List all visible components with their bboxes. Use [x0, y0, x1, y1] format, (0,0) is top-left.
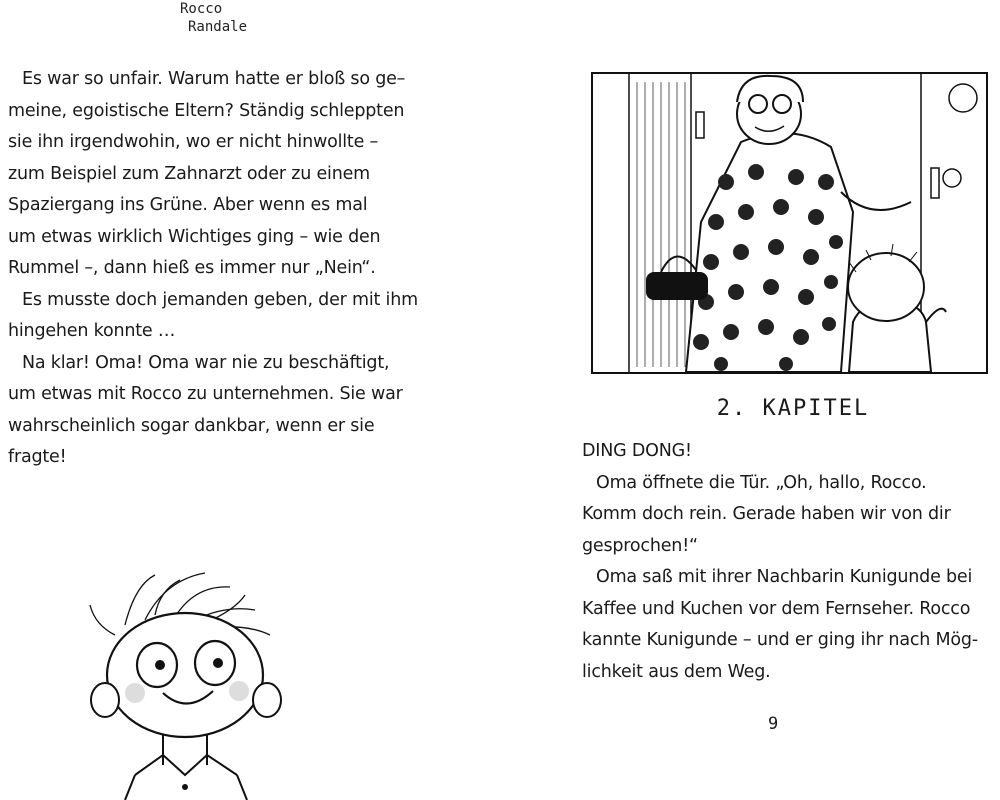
text-line: Es war so unfair. Warum hatte er bloß so ge– — [22, 69, 406, 89]
text-line: fragte! — [8, 447, 67, 467]
page-number: 9 — [768, 714, 779, 734]
running-head-line2: Randale — [188, 19, 248, 35]
grandmother-door-illustration — [591, 72, 988, 374]
left-paragraph-2 — [8, 285, 428, 348]
text-line: lichkeit aus dem Weg. — [582, 661, 771, 682]
right-paragraph-3 — [582, 562, 1000, 688]
text-line: hingehen konnte … — [8, 321, 176, 341]
rocco-boy-illustration — [55, 565, 315, 800]
text-line: Spaziergang ins Grüne. Aber wenn es mal — [8, 195, 368, 215]
text-line: zum Beispiel zum Zahnarzt oder zu einem — [8, 163, 371, 184]
left-paragraph-1 — [8, 64, 428, 285]
text-line: Es musste doch jemanden geben, der mit ihm — [22, 289, 418, 310]
running-head-line1: Rocco — [180, 1, 223, 17]
text-line: Komm doch rein. Gerade haben wir von dir — [582, 504, 951, 524]
text-line: kannte Kunigunde – und er ging ihr nach Mög- — [582, 630, 978, 650]
text-line: meine, egoistische Eltern? Ständig schleppten — [8, 100, 405, 121]
text-line: Na klar! Oma! Oma war nie zu beschäftigt, — [22, 352, 390, 373]
left-paragraph-3 — [8, 348, 428, 474]
text-line: Oma öffnete die Tür. „Oh, hallo, Rocco. — [596, 472, 927, 493]
text-line: sie ihn irgendwohin, wo er nicht hinwollte – — [8, 132, 379, 152]
chapter-title: 2. KAPITEL — [716, 396, 870, 421]
right-paragraph-2 — [582, 468, 1000, 563]
text-line: Rummel –, dann hieß es immer nur „Nein“. — [8, 258, 376, 278]
text-line: DING DONG! — [582, 441, 692, 461]
text-line: um etwas mit Rocco zu unternehmen. Sie war — [8, 384, 403, 404]
text-line: gesprochen!“ — [582, 535, 698, 556]
text-line: wahrscheinlich sogar dankbar, wenn er sie — [8, 415, 375, 436]
text-line: Kaffee und Kuchen vor dem Fernseher. Rocco — [582, 598, 971, 619]
left-page-text — [8, 64, 428, 474]
right-page-text — [582, 436, 1000, 688]
running-head — [180, 0, 247, 36]
right-paragraph-1 — [582, 436, 1000, 468]
text-line: Oma saß mit ihrer Nachbarin Kunigunde bei — [596, 567, 973, 587]
text-line: um etwas wirklich Wichtiges ging – wie den — [8, 226, 381, 247]
